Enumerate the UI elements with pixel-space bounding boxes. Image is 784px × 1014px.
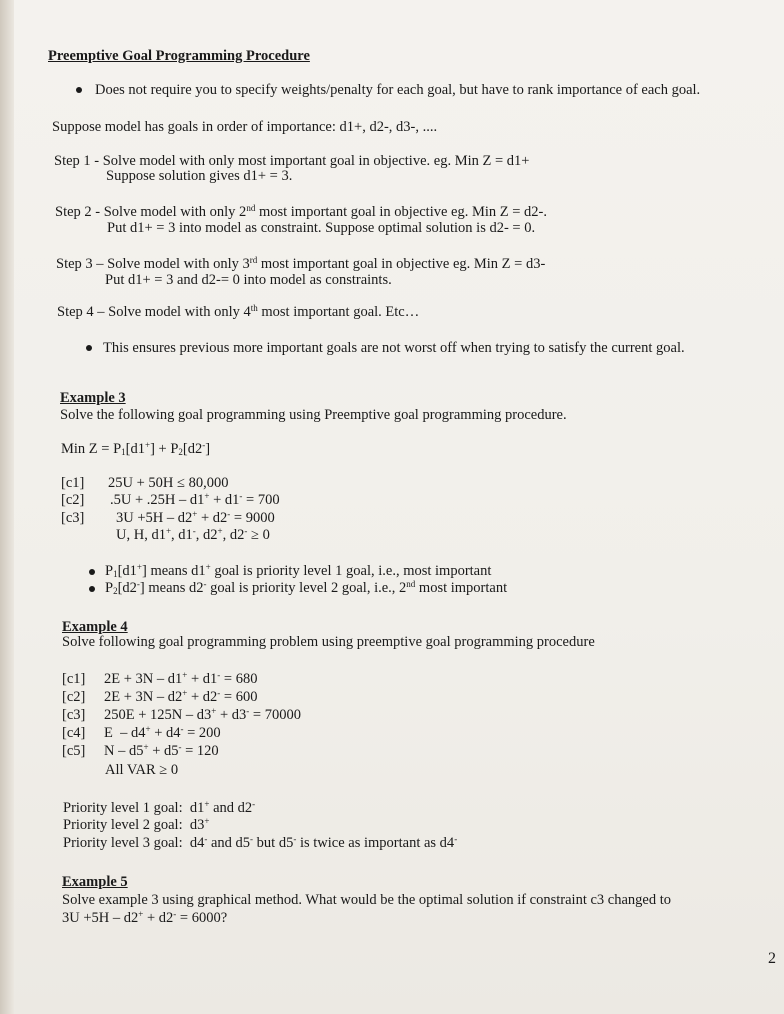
priority-level-3: Priority level 3 goal: d4- and d5- but d5- is twice as important as d4- bbox=[63, 834, 458, 851]
step3-line1: Step 3 – Solve model with only 3rd most important goal in objective eg. Min Z = d3- bbox=[56, 255, 546, 272]
example3-description: Solve the following goal programming using Preemptive goal programming procedure. bbox=[60, 407, 567, 423]
step3-line2: Put d1+ = 3 and d2-= 0 into model as constraints. bbox=[105, 272, 392, 288]
example4-c3: 250E + 125N – d3+ + d3- = 70000 bbox=[104, 706, 301, 723]
example3-heading: Example 3 bbox=[60, 390, 126, 406]
example3-c3: 3U +5H – d2+ + d2- = 9000 bbox=[116, 509, 275, 526]
example3-note-p1: $P_1[d1^+]$ means d1+ goal is priority level 1 goal, i.e., most important bbox=[105, 562, 492, 579]
constraint-label: [c2] bbox=[61, 492, 85, 508]
constraint-label: [c2] bbox=[62, 689, 86, 705]
bullet-dot bbox=[86, 345, 92, 351]
step4-line: Step 4 – Solve model with only 4th most important goal. Etc… bbox=[57, 303, 420, 320]
example4-c5: N – d5+ + d5- = 120 bbox=[104, 742, 219, 759]
example4-all-var: All VAR ≥ 0 bbox=[105, 762, 179, 778]
constraint-label: [c3] bbox=[62, 707, 86, 723]
step1-line1: Step 1 - Solve model with only most important goal in objective. eg. Min Z = d1+ bbox=[54, 153, 530, 169]
constraint-label: [c1] bbox=[62, 671, 86, 687]
constraint-label: [c1] bbox=[61, 475, 85, 491]
page-left-edge bbox=[0, 0, 14, 1014]
step1-line2: Suppose solution gives d1+ = 3. bbox=[106, 168, 293, 184]
example3-nonnegativity: U, H, d1+, d1-, d2+, d2- ≥ 0 bbox=[116, 526, 270, 543]
constraint-label: [c4] bbox=[62, 725, 86, 741]
bullet-dot bbox=[89, 586, 95, 592]
example4-c4: E – d4+ + d4- = 200 bbox=[104, 724, 221, 741]
step2-line1: Step 2 - Solve model with only 2nd most important goal in objective eg. Min Z = d2-. bbox=[55, 203, 547, 220]
example3-c1: 25U + 50H ≤ 80,000 bbox=[108, 475, 229, 491]
example4-c2: 2E + 3N – d2+ + d2- = 600 bbox=[104, 688, 258, 705]
step2-line2: Put d1+ = 3 into model as constraint. Suppose optimal solution is d2- = 0. bbox=[107, 220, 536, 236]
example4-c1: 2E + 3N – d1+ + d1- = 680 bbox=[104, 670, 258, 687]
example3-c2: .5U + .25H – d1+ + d1- = 700 bbox=[110, 491, 280, 508]
constraint-label: [c3] bbox=[61, 510, 85, 526]
example5-equation: 3U +5H – d2+ + d2- = 6000? bbox=[62, 909, 228, 926]
example3-objective: Min $Z = P_1[d1^+] + P_2[d2^-]$ bbox=[61, 440, 211, 457]
suppose-text: Suppose model has goals in order of importance: d1+, d2-, d3-, .... bbox=[52, 119, 438, 135]
bullet-previous-goals: This ensures previous more important goals are not worst off when trying to satisfy the current goal. bbox=[103, 340, 685, 356]
example4-heading: Example 4 bbox=[62, 619, 128, 635]
constraint-label: [c5] bbox=[62, 743, 86, 759]
priority-level-1: Priority level 1 goal: d1+ and d2- bbox=[63, 799, 256, 816]
priority-level-2: Priority level 2 goal: d3+ bbox=[63, 816, 210, 833]
example5-description: Solve example 3 using graphical method. What would be the optimal solution if constraint c3 changed to bbox=[62, 892, 671, 908]
example5-heading: Example 5 bbox=[62, 874, 128, 890]
page-title: Preemptive Goal Programming Procedure bbox=[48, 48, 310, 64]
example4-description: Solve following goal programming problem using preemptive goal programming procedure bbox=[62, 634, 595, 650]
bullet-dot bbox=[76, 87, 82, 93]
bullet-weights: Does not require you to specify weights/penalty for each goal, but have to rank importance of each goal. bbox=[95, 82, 701, 98]
example3-note-p2: $P_2[d2^-]$ means d2- goal is priority level 2 goal, i.e., 2nd most important bbox=[105, 579, 508, 596]
bullet-dot bbox=[89, 569, 95, 575]
page-number: 2 bbox=[768, 950, 776, 967]
